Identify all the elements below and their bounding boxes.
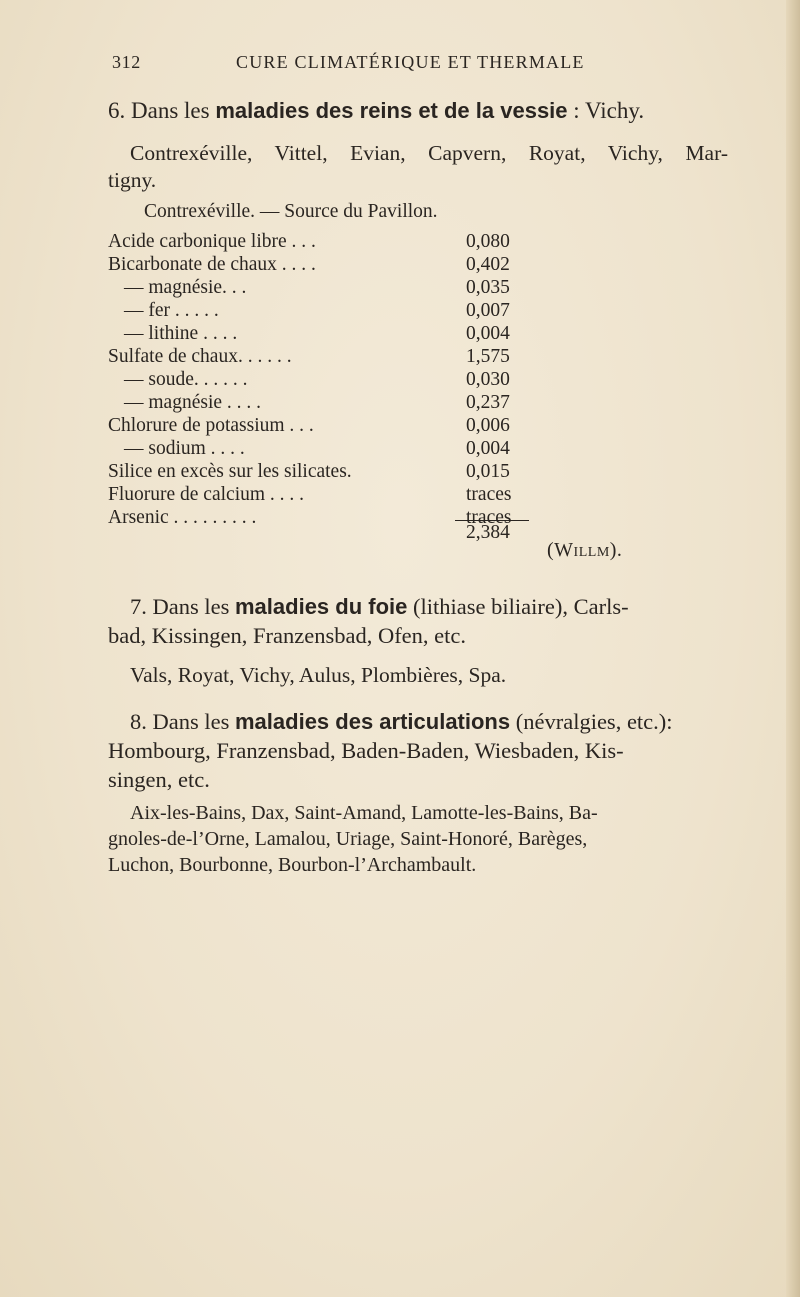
analysis-row-value: 0,402 [466, 254, 510, 275]
analysis-row-label: — soude. . . . . . [124, 369, 248, 390]
analysis-row [108, 323, 548, 346]
analysis-row [108, 231, 548, 254]
section-7-bold: maladies du foie [235, 594, 408, 619]
section-7-rest: (lithiase biliaire), Carls- [407, 594, 629, 619]
citation-open: ( [547, 539, 555, 561]
analysis-row-label: Sulfate de chaux. . . . . . [108, 346, 292, 367]
section-8-line1 [108, 707, 728, 736]
section-7-list [108, 661, 728, 690]
section-6-intro: 6. Dans les [108, 98, 216, 123]
analysis-row-value: traces [466, 507, 512, 528]
analysis-row-label: — fer . . . . . [124, 300, 219, 321]
section-6-rest: : Vichy. [567, 98, 645, 123]
running-title: CURE CLIMATÉRIQUE ET THERMALE [236, 52, 585, 72]
section-6-list-line1: Contrexéville, Vittel, Evian, Capvern, Royat, Vichy, Mar- [130, 141, 728, 165]
analysis-row-label: Chlorure de potassium . . . [108, 415, 314, 436]
section-7-paragraph [108, 592, 728, 650]
section-8-list-line3: Luchon, Bourbonne, Bourbon-l’Archambault. [108, 854, 477, 876]
analysis-row-value: 0,237 [466, 392, 510, 413]
analysis-row-label: — lithine . . . . [124, 323, 238, 344]
analysis-row-value: 1,575 [466, 346, 510, 367]
analysis-row-value: 0,004 [466, 323, 510, 344]
analysis-row-label: Fluorure de calcium . . . . [108, 484, 305, 505]
section-8-line2: Hombourg, Franzensbad, Baden-Baden, Wiesbaden, Kis- [108, 738, 624, 763]
page-number: 312 [112, 52, 141, 72]
analysis-row [108, 277, 548, 300]
section-8-list-line2: gnoles-de-l’Orne, Lamalou, Uriage, Saint-Honoré, Barèges, [108, 828, 588, 850]
analysis-row-label: Arsenic . . . . . . . . . [108, 507, 257, 528]
page-edge [786, 0, 800, 1297]
section-6-heading [108, 96, 728, 125]
analysis-row-value: 0,007 [466, 300, 510, 321]
analysis-row [108, 300, 548, 323]
analysis-row [108, 415, 548, 438]
analysis-row-value: 0,080 [466, 231, 510, 252]
citation [547, 539, 622, 562]
analysis-row-value: 0,004 [466, 438, 510, 459]
analysis-row-value: 0,035 [466, 277, 510, 298]
total-row [108, 522, 548, 545]
page-header [112, 52, 724, 76]
analysis-row [108, 438, 548, 461]
section-8-intro: 8. Dans les [130, 709, 235, 734]
section-7-intro: 7. Dans les [130, 594, 235, 619]
section-7-line1 [108, 592, 728, 621]
analysis-row-value: traces [466, 484, 512, 505]
analysis-row-value: 0,015 [466, 461, 510, 482]
citation-name: Willm [554, 539, 610, 561]
section-7-line2: bad, Kissingen, Franzensbad, Ofen, etc. [108, 623, 467, 648]
analysis-row-value: 0,006 [466, 415, 510, 436]
section-8-rest: (névralgies, etc.): [510, 709, 673, 734]
analysis-title: Contrexéville. — Source du Pavillon. [144, 201, 438, 222]
citation-close: ). [609, 539, 623, 561]
section-8-line3: singen, etc. [108, 767, 210, 792]
section-8-paragraph [108, 707, 728, 794]
analysis-row-label: Silice en excès sur les silicates. [108, 461, 352, 482]
analysis-row-label: Acide carbonique libre . . . [108, 231, 316, 252]
analysis-row [108, 392, 548, 415]
section-6-list [108, 140, 728, 194]
analysis-row-label: — magnésie. . . [124, 277, 247, 298]
section-6-bold: maladies des reins et de la vessie [215, 98, 568, 123]
analysis-row [108, 346, 548, 369]
analysis-row [108, 254, 548, 277]
analysis-row-value: 0,030 [466, 369, 510, 390]
analysis-row-label: Bicarbonate de chaux . . . . [108, 254, 316, 275]
total-value: 2,384 [466, 522, 510, 543]
total-rule [455, 520, 529, 521]
analysis-row-label: — magnésie . . . . [124, 392, 262, 413]
analysis-row-label: — sodium . . . . [124, 438, 245, 459]
section-8-bold: maladies des articulations [235, 709, 511, 734]
analysis-row [108, 369, 548, 392]
section-7-list-line: Vals, Royat, Vichy, Aulus, Plombières, Spa. [130, 663, 507, 687]
analysis-row [108, 461, 548, 484]
section-8-list-line1: Aix-les-Bains, Dax, Saint-Amand, Lamotte-les-Bains, Ba- [130, 802, 598, 824]
section-8-list [108, 800, 728, 878]
analysis-row [108, 484, 548, 507]
section-6-list-line2: tigny. [108, 168, 157, 192]
